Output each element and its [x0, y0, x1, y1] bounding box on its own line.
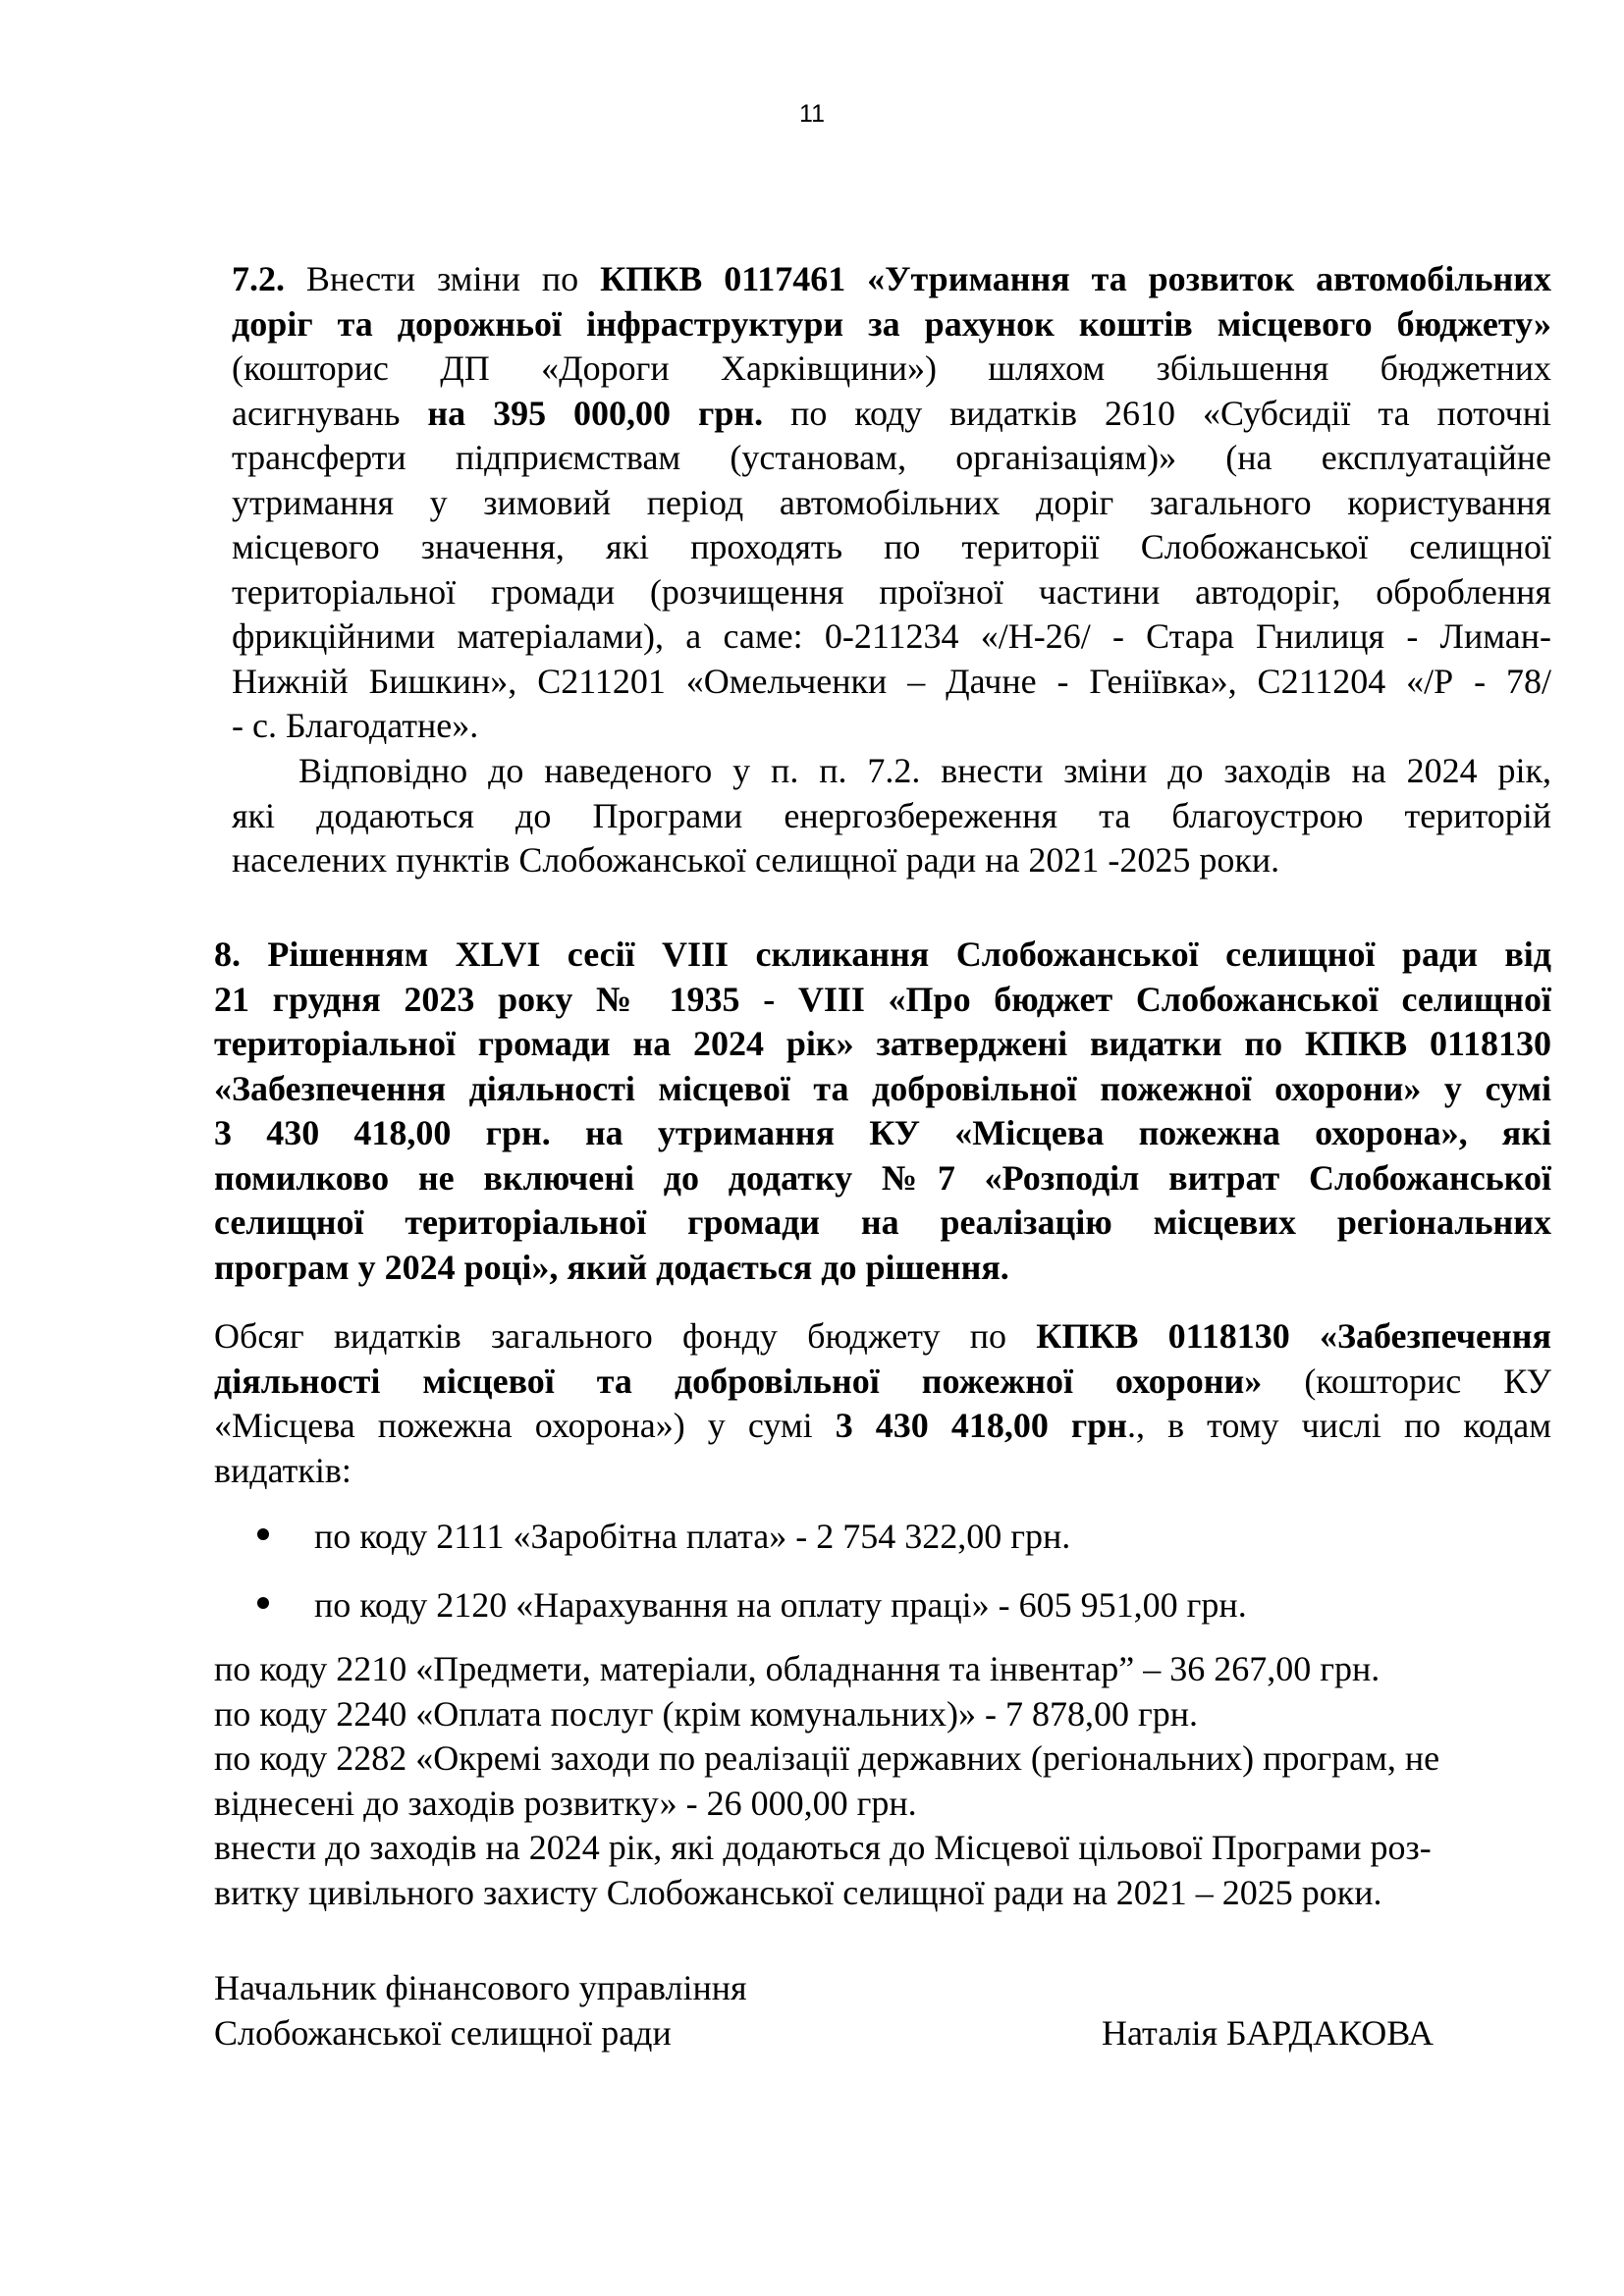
page-number: 11 [799, 100, 825, 128]
text-run: - с. Благодатне». [232, 706, 479, 745]
paragraph-line [232, 302, 1551, 347]
section-8-heading-paragraph [214, 933, 1551, 1290]
code-line: внести до заходів на 2024 рік, які додаються до Місцевої цільової Програми роз- [214, 1828, 1432, 1867]
bold-text-run: діяльності місцевої та добровільної пожежної охорони» [214, 1361, 1263, 1401]
bold-text-run: 3 430 418,00 грн [835, 1406, 1128, 1445]
bullet-text: по коду 2111 «Заробітна плата» - 2 754 322,00 грн. [314, 1517, 1071, 1556]
section-8-line: 21 грудня 2023 року № 1935 - VIII «Про бюджет Слобожанської селищної [214, 979, 1551, 1019]
paragraph-line [214, 1449, 1551, 1494]
text-run: територіальної громади (розчищення проїзної частини автодоріг, оброблення [232, 571, 1551, 612]
paragraph-line [232, 347, 1551, 392]
code-line: витку цивільного захисту Слобожанської селищної ради на 2021 – 2025 роки. [214, 1872, 1382, 1912]
text-run: (кошторис ДП «Дороги Харківщини») шляхом збільшення бюджетних [232, 348, 1551, 388]
section-8-line: селищної територіальної громади на реалізацію місцевих регіональних [214, 1202, 1551, 1242]
text-run: Обсяг видатків загального фонду бюджету по [214, 1316, 1037, 1356]
expense-codes-paragraph [214, 1647, 1551, 1915]
code-line: по коду 2240 «Оплата послуг (крім комунальних)» - 7 878,00 грн. [214, 1693, 1199, 1734]
code-line: по коду 2282 «Окремі заходи по реалізації державних (регіональних) програм, не [214, 1738, 1440, 1778]
bullet-icon [257, 1597, 269, 1609]
paragraph-line [232, 481, 1551, 526]
section-8-line: «Забезпечення діяльності місцевої та добровільної пожежної охорони» у сумі [214, 1068, 1551, 1108]
bold-text-run: КПКВ 0118130 «Забезпечення [1036, 1316, 1551, 1356]
paragraph-line [214, 1360, 1551, 1405]
paragraph-line [232, 436, 1551, 481]
text-run: «Місцева пожежна охорона») у сумі [214, 1406, 836, 1445]
followup-line: Відповідно до наведеного у п. п. 7.2. внести зміни до заходів на 2024 рік, [298, 751, 1551, 790]
paragraph-line [232, 570, 1551, 615]
section-8-line: територіальної громади на 2024 рік» затверджені видатки по КПКВ 0118130 [214, 1024, 1551, 1063]
code-line: віднесені до заходів розвитку» - 26 000,00 грн. [214, 1783, 917, 1823]
text-run: асигнувань [232, 393, 428, 433]
signer-title: Начальник фінансового управління [214, 1968, 747, 2007]
section-7-2-paragraph [232, 257, 1551, 749]
signature-block [214, 1966, 1551, 2056]
bold-text-run: КПКВ 0117461 «Утримання та розвиток автомобільних [600, 259, 1552, 298]
section-7-2-followup-paragraph [232, 749, 1551, 883]
bullet-text: по коду 2120 «Нарахування на оплату праці» - 605 951,00 грн. [314, 1585, 1247, 1625]
text-run: місцевого значення, які проходять по території Слобожанської селищної [232, 527, 1551, 566]
text-run: Внести зміни по [285, 259, 601, 298]
text-run: трансферти підприємствам (установам, організаціям)» (на експлуатаційне [232, 438, 1551, 477]
text-run: ., в тому числі по кодам [1127, 1406, 1551, 1445]
paragraph-line [214, 1314, 1551, 1360]
bullet-icon [257, 1528, 269, 1540]
paragraph-line [214, 1404, 1551, 1449]
code-line: по коду 2210 «Предмети, матеріали, обладнання та інвентар” – 36 267,00 грн. [214, 1649, 1380, 1688]
signer-organization: Слобожанської селищної ради [214, 2012, 672, 2053]
section-8-line: 8. Рішенням XLVI сесії VIII скликання Слобожанської селищної ради від [214, 934, 1551, 974]
paragraph-line [232, 525, 1551, 570]
section-8-line: 3 430 418,00 грн. на утримання КУ «Місцева пожежна охорона», які [214, 1113, 1551, 1152]
bold-text-run: на 395 000,00 грн. [427, 393, 764, 433]
text-run: (кошторис КУ [1262, 1361, 1551, 1401]
section-8-body-paragraph [214, 1314, 1551, 1493]
paragraph-line [232, 257, 1551, 302]
text-run: утримання у зимовий період автомобільних доріг загального користування [232, 482, 1551, 522]
text-run: Нижній Бишкин», С211201 «Омельченки – Дачне - Геніївка», С211204 «/Р - 78/ [232, 661, 1551, 701]
paragraph-line [232, 704, 1551, 749]
text-run: видатків: [214, 1450, 352, 1490]
paragraph-line [232, 392, 1551, 437]
bold-text-run: 7.2. [232, 259, 285, 298]
paragraph-line [232, 660, 1551, 705]
section-8-line: програм у 2024 році», який додається до рішення. [214, 1247, 1009, 1287]
followup-line: населених пунктів Слобожанської селищної ради на 2021 -2025 роки. [232, 840, 1280, 880]
text-run: по коду видатків 2610 «Субсидії та поточні [763, 393, 1552, 433]
followup-line: які додаються до Програми енергозбереження та благоустрою територій [232, 795, 1551, 835]
bold-text-run: доріг та дорожньої інфраструктури за рахунок коштів місцевого бюджету» [232, 303, 1551, 344]
section-8-line: помилково не включені до додатку №7 «Розподіл витрат Слобожанської [214, 1157, 1551, 1198]
paragraph-line [232, 614, 1551, 660]
signer-name: Наталія БАРДАКОВА [1102, 2012, 1434, 2053]
text-run: фрикційними матеріалами), а саме: 0-211234 «/Н-26/ - Стара Гнилиця - Лиман- [232, 616, 1551, 656]
